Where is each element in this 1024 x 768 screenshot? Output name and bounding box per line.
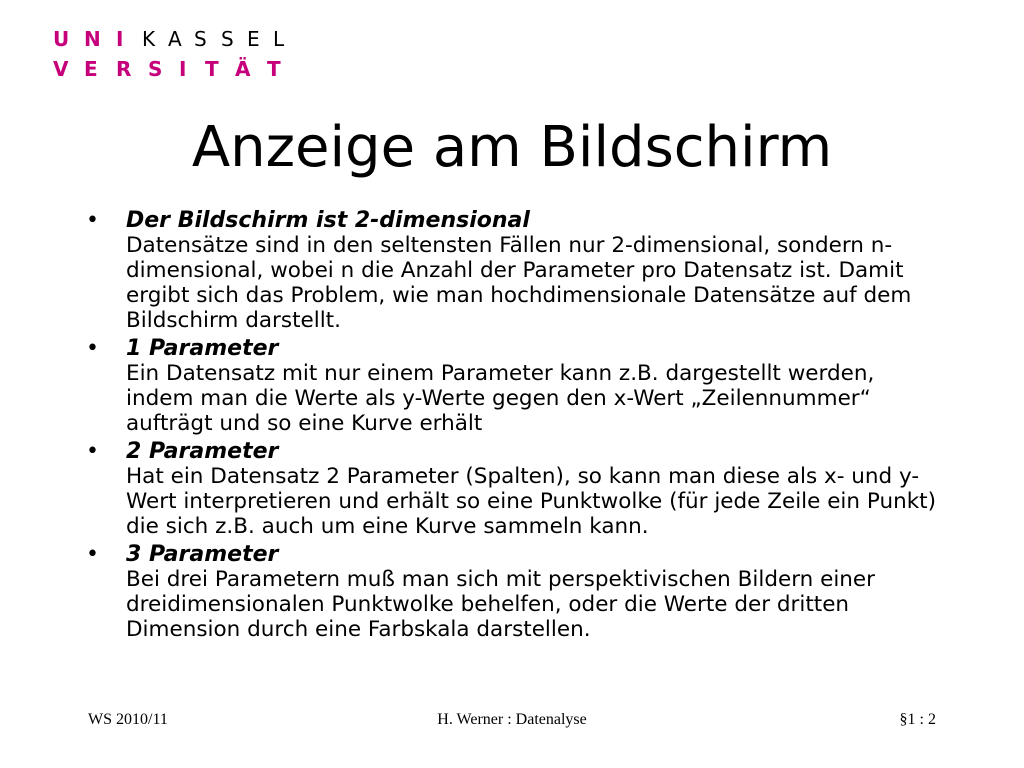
logo-letter: T: [267, 57, 281, 81]
footer-author-course: H. Werner : Datenalyse: [437, 711, 587, 728]
slide-footer: [0, 708, 1024, 732]
footer-page-number: §1 : 2: [899, 711, 936, 728]
bullet-item: [86, 542, 966, 642]
logo-letter: A: [168, 27, 182, 51]
bullet-text: Hat ein Datensatz 2 Parameter (Spalten), so kann man diese als x- und y-Wert interpretieren und erhält so eine Punktwolke (für jede Zeile ein Punkt) die sich z.B. auch um eine Kurve sammeln kann.: [126, 464, 936, 539]
bullet-heading: 1 Parameter: [126, 336, 279, 361]
bullet-item: [86, 336, 966, 436]
logo-letter: S: [221, 27, 234, 51]
bullet-heading: 2 Parameter: [126, 439, 279, 464]
bullet-dot-icon: •: [86, 336, 99, 361]
bullet-heading: Der Bildschirm ist 2-dimensional: [126, 208, 530, 233]
bullet-text: Datensätze sind in den seltensten Fällen nur 2-dimensional, sondern n-dimensional, wobei n die Anzahl der Parameter pro Datensatz ist. Damit ergibt sich das Problem, wie man hochdimensionale Datensätze auf dem Bildschirm darstellt.: [126, 233, 912, 333]
logo-letter: I: [179, 57, 187, 81]
logo-letter: E: [247, 27, 260, 51]
slide-title: Anzeige am Bildschirm: [191, 115, 833, 180]
logo-letter: R: [116, 57, 132, 81]
bullet-dot-icon: •: [86, 542, 99, 567]
logo-letter: S: [148, 57, 163, 81]
bullet-item: [86, 208, 966, 333]
bullet-text: Ein Datensatz mit nur einem Parameter kann z.B. dargestellt werden, indem man die Werte als y-Werte gegen den x-Wert „Zeilennummer“ aufträgt und so eine Kurve erhält: [126, 361, 875, 436]
bullet-heading: 3 Parameter: [126, 542, 279, 567]
bullet-item: [86, 439, 966, 539]
logo-letter: N: [84, 27, 101, 51]
logo-letter: V: [53, 57, 69, 81]
logo-letter: I: [116, 27, 124, 51]
logo-letter: S: [194, 27, 207, 51]
logo-letter: K: [142, 27, 156, 51]
bullet-dot-icon: •: [86, 439, 99, 464]
logo-letter: U: [53, 27, 70, 51]
logo-letter: L: [273, 27, 285, 51]
bullet-text: Bei drei Parametern muß man sich mit perspektivischen Bildern einer dreidimensionalen Punktwolke behelfen, oder die Werte der dritten Dimension durch eine Farbskala darstellen.: [126, 567, 876, 642]
logo-letter: T: [205, 57, 219, 81]
bullet-list: [86, 208, 966, 645]
bullet-dot-icon: •: [86, 208, 99, 233]
footer-semester: WS 2010/11: [88, 711, 168, 728]
logo-letter: Ä: [235, 57, 251, 81]
logo-letter: E: [84, 57, 98, 81]
